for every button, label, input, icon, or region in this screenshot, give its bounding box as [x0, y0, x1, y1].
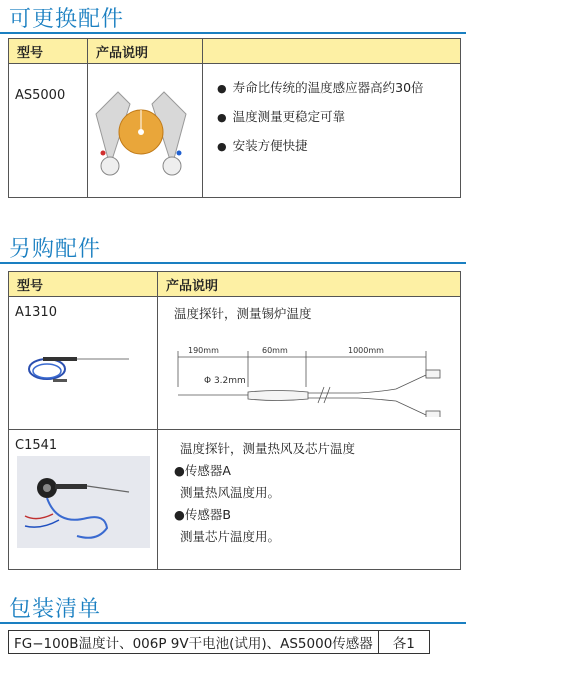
dim-label: 190mm: [188, 346, 219, 355]
a1310-desc: 温度探针，测量锡炉温度: [174, 306, 312, 321]
section-underline: [0, 262, 466, 264]
a1310-dimension-drawing: [168, 337, 468, 417]
package-qty: 各1: [378, 631, 429, 654]
c1541-line: 测量芯片温度用。: [180, 529, 281, 544]
as5000-feature-list: [217, 78, 460, 154]
replaceable-table: [8, 38, 461, 198]
header-empty: [203, 39, 461, 64]
section-underline: [0, 622, 466, 624]
optional-table: [8, 271, 461, 570]
section-title-optional: 另购配件: [9, 237, 102, 262]
diameter-label: Φ 3.2mm: [204, 376, 246, 386]
feature-item: ● 安装方便快捷: [217, 136, 460, 154]
feature-item: ● 温度测量更稳定可靠: [217, 107, 460, 125]
model-c1541: C1541: [15, 438, 58, 453]
table-row: [9, 297, 461, 430]
as5000-sensor-image: [88, 74, 194, 184]
model-as5000: AS5000: [15, 88, 66, 103]
dim-label: 60mm: [262, 346, 288, 355]
c1541-line: ●传感器A: [174, 463, 231, 478]
c1541-line: 测量热风温度用。: [180, 485, 281, 500]
package-contents: FG−100B温度计、006P 9V干电池(试用)、AS5000传感器: [9, 631, 379, 654]
a1310-probe-image: [13, 341, 153, 401]
model-a1310: A1310: [15, 305, 57, 320]
header-desc: 产品说明: [88, 39, 203, 64]
feature-item: ● 寿命比传统的温度感应器高约30倍: [217, 78, 460, 96]
section-title-replaceable: 可更换配件: [9, 7, 125, 32]
header-model: 型号: [9, 39, 88, 64]
table-header-row: [9, 39, 461, 64]
header-desc: 产品说明: [158, 272, 461, 297]
dim-label: 1000mm: [348, 346, 384, 355]
c1541-probe-image: [17, 456, 150, 548]
section-title-package: 包装清单: [9, 597, 102, 622]
table-header-row: [9, 272, 461, 297]
c1541-line: ●传感器B: [174, 507, 231, 522]
section-underline: [0, 32, 466, 34]
table-row: [9, 430, 461, 570]
c1541-desc: [158, 430, 460, 548]
c1541-line: 温度探针，测量热风及芯片温度: [180, 441, 356, 456]
table-row: [9, 64, 461, 198]
header-model: 型号: [9, 272, 158, 297]
package-table: [8, 630, 430, 654]
